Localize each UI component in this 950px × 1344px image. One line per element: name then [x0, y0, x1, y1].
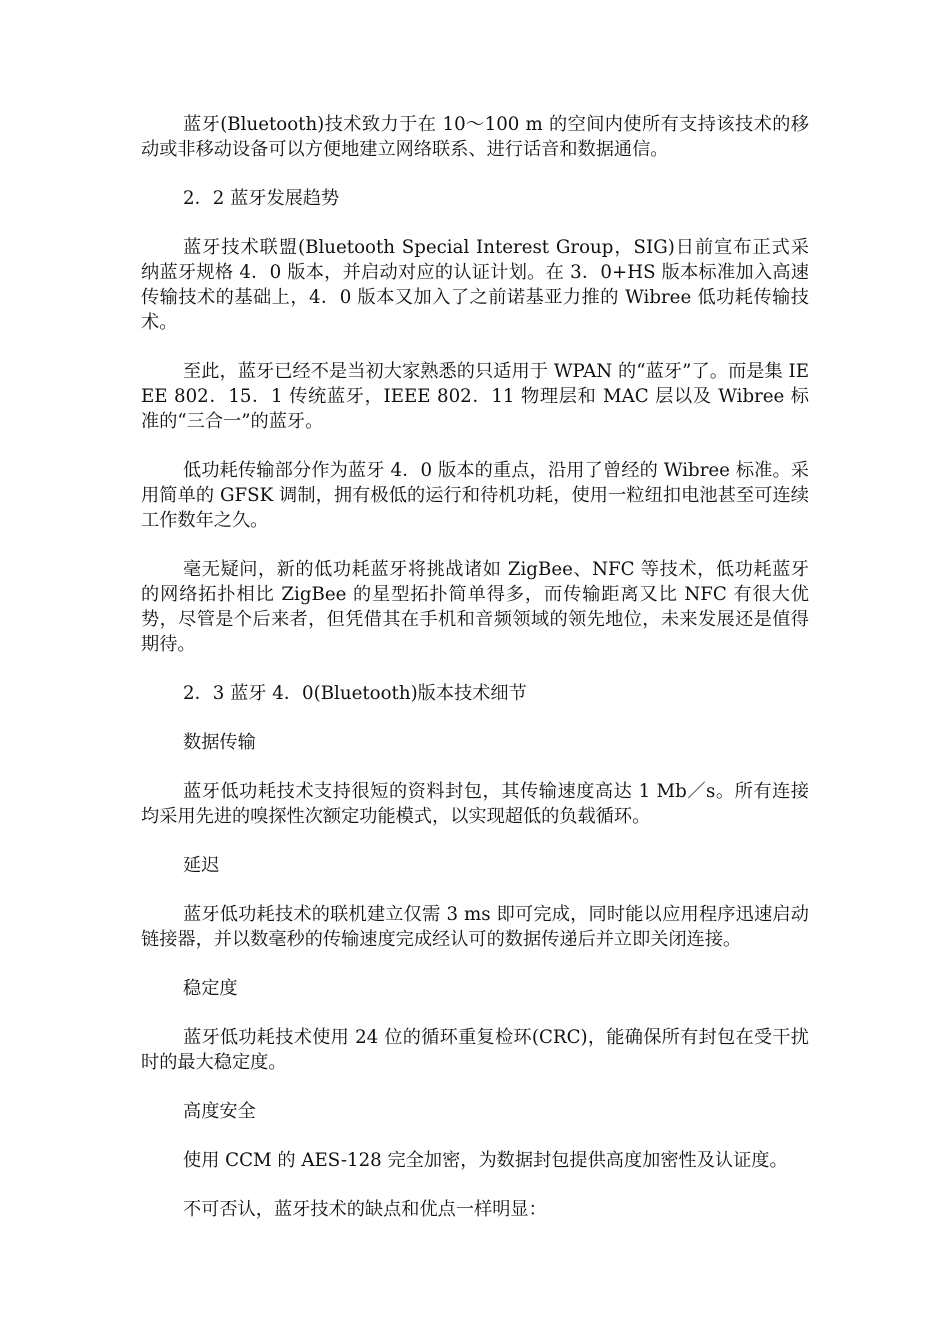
subheading-data-transfer: 数据传输 — [183, 732, 256, 753]
paragraph-bluetooth-intro: 蓝牙(Bluetooth)技术致力于在 10～100 m 的空间内使所有支持该技术的移动或非移动设备可以方便地建立网络联系、进行话音和数据通信。 — [141, 114, 809, 160]
section-heading-2-2: 2．2 蓝牙发展趋势 — [183, 188, 340, 209]
subheading-stability: 稳定度 — [183, 978, 238, 999]
paragraph-sig-spec: 蓝牙技术联盟(Bluetooth Special Interest Group，SIG)日前宣布正式采纳蓝牙规格 4．0 版本，并启动对应的认证计划。在 3．0+HS 版本标准加入高速传输技术的基础上，4．0 版本又加入了之前诺基亚力推的 Wibree 低功耗传输技术。 — [141, 237, 809, 333]
paragraph-low-power: 低功耗传输部分作为蓝牙 4．0 版本的重点，沿用了曾经的 Wibree 标准。采用简单的 GFSK 调制，拥有极低的运行和待机功耗，使用一粒纽扣电池甚至可连续工作数年之久。 — [141, 460, 809, 531]
paragraph-latency: 蓝牙低功耗技术的联机建立仅需 3 ms 即可完成，同时能以应用程序迅速启动链接器，并以数毫秒的传输速度完成经认可的数据传递后并立即关闭连接。 — [141, 904, 809, 950]
paragraph-stability: 蓝牙低功耗技术使用 24 位的循环重复检环(CRC)，能确保所有封包在受干扰时的最大稳定度。 — [141, 1027, 809, 1073]
paragraph-three-in-one: 至此，蓝牙已经不是当初大家熟悉的只适用于 WPAN 的“蓝牙”了。而是集 IEEE 802．15．1 传统蓝牙，IEEE 802．11 物理层和 MAC 层以及 Wibree 标准的“三合一”的蓝牙。 — [141, 361, 809, 432]
paragraph-data-transfer: 蓝牙低功耗技术支持很短的资料封包，其传输速度高达 1 Mb／s。所有连接均采用先进的嗅探性次额定功能模式，以实现超低的负载循环。 — [141, 781, 809, 827]
paragraph-competition: 毫无疑问，新的低功耗蓝牙将挑战诸如 ZigBee、NFC 等技术，低功耗蓝牙的网络拓扑相比 ZigBee 的星型拓扑简单得多，而传输距离又比 NFC 有很大优势，尽管是个后来者，但凭借其在手机和音频领域的领先地位，未来发展还是值得期待。 — [141, 559, 809, 655]
document-body — [141, 112, 809, 1246]
paragraph-security: 使用 CCM 的 AES-128 完全加密，为数据封包提供高度加密性及认证度。 — [183, 1150, 788, 1171]
subheading-security: 高度安全 — [183, 1101, 256, 1122]
subheading-latency: 延迟 — [183, 855, 220, 876]
section-heading-2-3: 2．3 蓝牙 4．0(Bluetooth)版本技术细节 — [183, 683, 527, 704]
paragraph-pros-cons: 不可否认，蓝牙技术的缺点和优点一样明显： — [183, 1199, 547, 1220]
